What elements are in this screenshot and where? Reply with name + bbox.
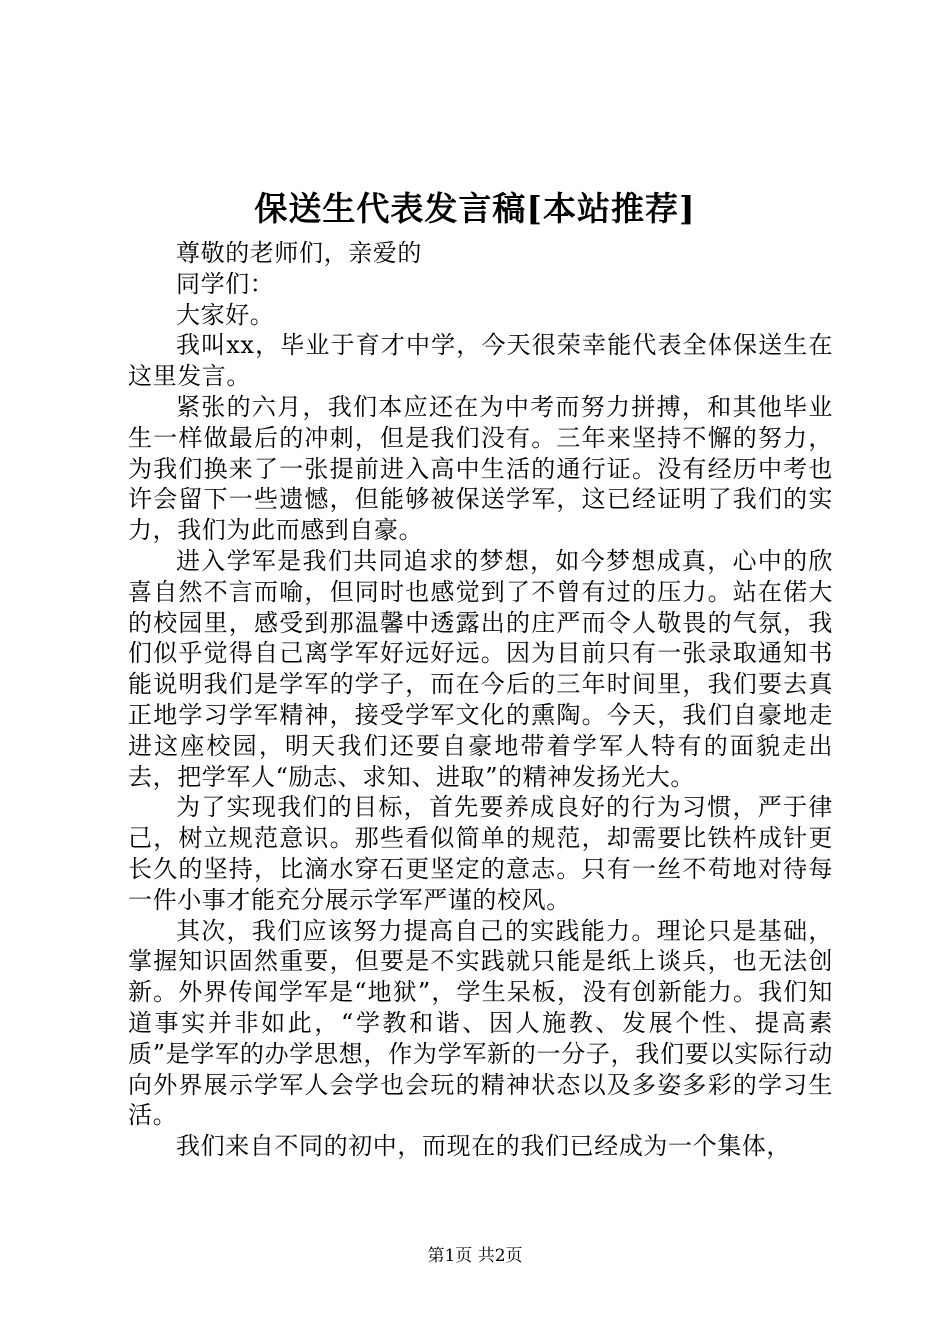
document-title: 保送生代表发言稿[本站推荐] [254,189,696,228]
paragraph-intro: 我叫xx，毕业于育才中学，今天很荣幸能代表全体保送生在这里发言。 [128,331,833,391]
paragraph-practice: 其次，我们应该努力提高自己的实践能力。理论只是基础，掌握知识固然重要，但要是不实践就只能是纸上谈兵，也无法创新。外界传闻学军是“地狱”，学生呆板，没有创新能力。我们知道事实并非如此，“学教和谐、因人施教、发展个性、提高素质”是学军的办学思想，作为学军新的一分子，我们要以实际行动向外界展示学军人会学也会玩的精神状态以及多姿多彩的学习生活。 [128,916,833,1130]
paragraph-habits: 为了实现我们的目标，首先要养成良好的行为习惯，严于律己，树立规范意识。那些看似简单的规范，却需要比铁杵成针更长久的坚持，比滴水穿石更坚定的意志。只有一丝不苟地对待每一件小事才能充分展示学军严谨的校风。 [128,793,833,914]
page-footer: 第1页 共2页 [427,1246,523,1266]
paragraph-salutation: 尊敬的老师们，亲爱的 [176,239,422,267]
paragraph-dream: 进入学军是我们共同追求的梦想，如今梦想成真，心中的欣喜自然不言而喻，但同时也感觉到了不曾有过的压力。站在偌大的校园里，感受到那温馨中透露出的庄严而令人敬畏的气氛，我们似乎觉得自己离学军好远好远。因为目前只有一张录取通知书能说明我们是学军的学子，而在今后的三年时间里，我们要去真正地学习学军精神，接受学军文化的熏陶。今天，我们自豪地走进这座校园，明天我们还要自豪地带着学军人特有的面貌走出去，把学军人“励志、求知、进取”的精神发扬光大。 [128,546,833,791]
paragraph-june: 紧张的六月，我们本应还在为中考而努力拼搏，和其他毕业生一样做最后的冲刺，但是我们没有。三年来坚持不懈的努力，为我们换来了一张提前进入高中生活的通行证。没有经历中考也许会留下一些遗憾，但能够被保送学军，这已经证明了我们的实力，我们为此而感到自豪。 [128,392,833,545]
paragraph-salutation-cont: 同学们： [176,269,275,298]
document-body [128,238,833,1162]
paragraph-greeting: 大家好。 [176,300,275,329]
paragraph-collective: 我们来自不同的初中，而现在的我们已经成为一个集体， [176,1132,791,1161]
